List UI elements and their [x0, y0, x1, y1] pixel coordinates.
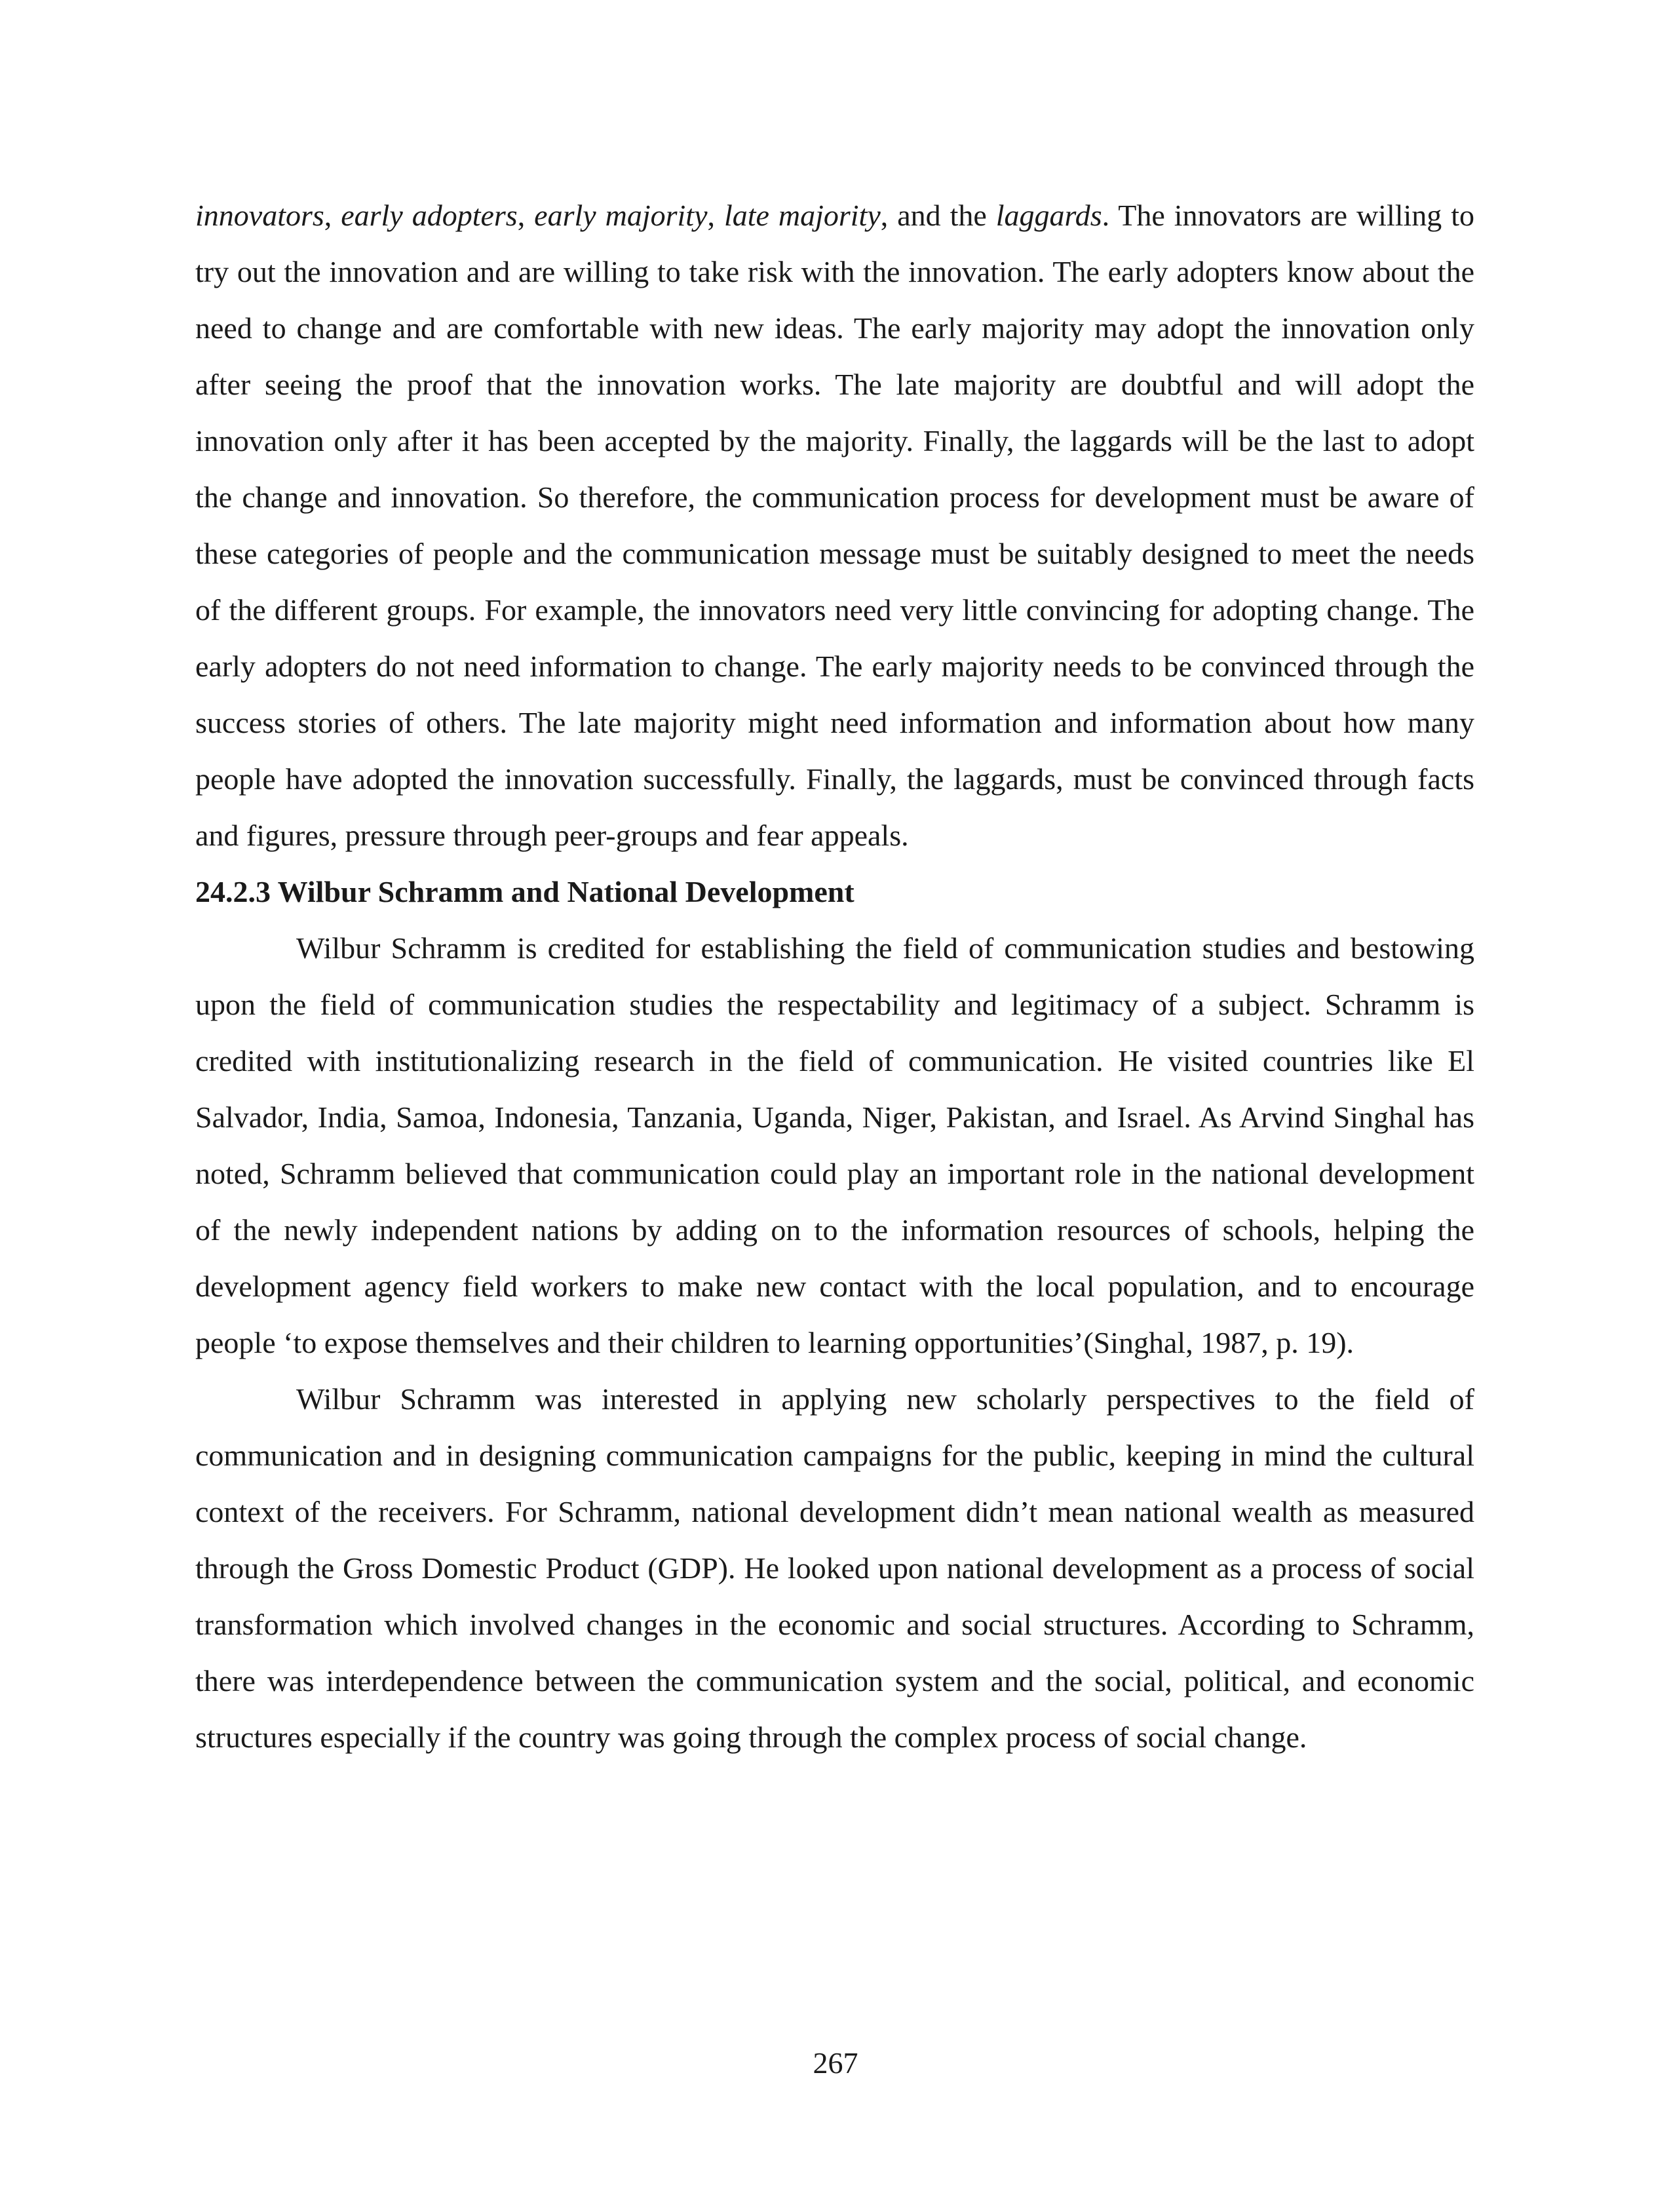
separator: ,: [324, 199, 341, 232]
term-late-majority: late majority: [723, 199, 881, 232]
term-innovators: innovators: [195, 199, 324, 232]
paragraph-text: . The innovators are willing to try out the innovation and are willing to take risk with the innovation. The early adopters know about the need to change and are comfortable with new ideas. The early majority may adopt the innovation only after seeing the proof that the innovation works. The late majority are doubtful and will adopt the innovation only after it has been accepted by the majority. Finally, the laggards will be the last to adopt the change and innovation. So therefore, the communication process for development must be aware of these categories of people and the communication message must be suitably designed to meet the needs of the different groups. For example, the innovators need very little convincing for adopting change. The early adopters do not need information to change. The early majority needs to be convinced through the success stories of others. The late majority might need information and information about how many people have adopted the innovation successfully. Finally, the laggards, must be convinced through facts and figures, pressure through peer-groups and fear appeals.: [195, 199, 1475, 852]
separator: ,: [707, 199, 724, 232]
term-early-adopters: early adopters: [341, 199, 518, 232]
separator: , and the: [880, 199, 996, 232]
page-body: [195, 187, 1474, 1766]
section-heading: 24.2.3 Wilbur Schramm and National Development: [195, 875, 855, 908]
term-early-majority: early majority: [534, 199, 708, 232]
page-number: 267: [813, 2046, 858, 2080]
paragraph-schramm-development: Wilbur Schramm was interested in applying new scholarly perspectives to the field of communication and in designing communication campaigns for the public, keeping in mind the cultural context of the receivers. For Schramm, national development didn’t mean national wealth as measured through the Gross Domestic Product (GDP). He looked upon national development as a process of social transformation which involved changes in the economic and social structures. According to Schramm, there was interdependence between the communication system and the social, political, and economic structures especially if the country was going through the complex process of social change.: [195, 1382, 1474, 1754]
separator: ,: [517, 199, 535, 232]
paragraph-schramm-field: Wilbur Schramm is credited for establishing the field of communication studies and bestowing upon the field of communication studies the respectability and legitimacy of a subject. Schramm is credited with institutionalizing research in the field of communication. He visited countries like El Salvador, India, Samoa, Indonesia, Tanzania, Uganda, Niger, Pakistan, and Israel. As Arvind Singhal has noted, Schramm believed that communication could play an important role in the national development of the newly independent nations by adding on to the information resources of schools, helping the development agency field workers to make new contact with the local population, and to encourage people ‘to expose themselves and their children to learning opportunities’(Singhal, 1987, p. 19).: [195, 931, 1474, 1359]
term-laggards: laggards: [995, 199, 1102, 232]
paragraph-adopter-categories: [195, 187, 1474, 864]
